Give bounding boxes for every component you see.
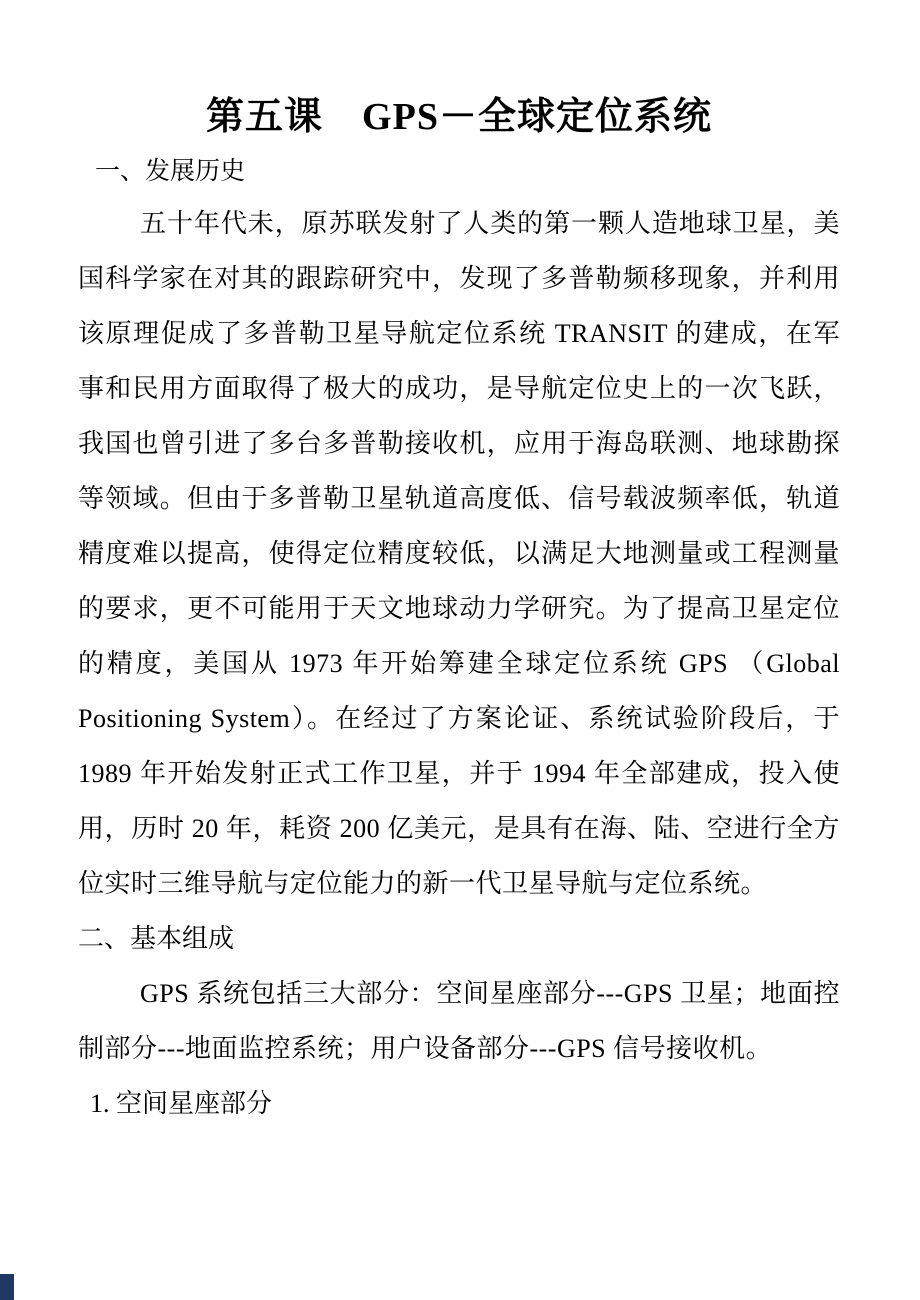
section-heading-development-history: 一、发展历史 [95,158,246,185]
corner-marker [0,1274,14,1300]
document-title: 第五课 GPS－全球定位系统 [206,96,712,138]
subsection-heading-space-constellation: 1. 空间星座部分 [90,1089,273,1118]
paragraph-development-history: 五十年代未，原苏联发射了人类的第一颗人造地球卫星，美国科学家在对其的跟踪研究中，发现了多普勒频移现象，并利用该原理促成了多普勒卫星导航定位系统 TRANSIT 的建成，在军事和民用方面取得了极大的成功，是导航定位史上的一次飞跃，我国也曾引进了多台多普勒接收机，应用于海岛联测、地球勘探等领域。但由于多普勒卫星轨道高度低、信号载波频率低，轨道精度难以提高，使得定位精度较低，以满足大地测量或工程测量的要求，更不可能用于天文地球动力学研究。为了提高卫星定位的精度，美国从 1973 年开始筹建全球定位系统 GPS （Global Positioning System）。在经过了方案论证、系统试验阶段后，于 1989 年开始发射正式工作卫星，并于 1994 年全部建成，投入使用，历时 20 年，耗资 200 亿美元，是具有在海、陆、空进行全方位实时三维导航与定位能力的新一代卫星导航与定位系统。 [78,209,840,898]
section-heading-basic-composition: 二、基本组成 [78,924,235,953]
paragraph-basic-composition: GPS 系统包括三大部分：空间星座部分---GPS 卫星；地面控制部分---地面监控系统；用户设备部分---GPS 信号接收机。 [78,979,840,1063]
